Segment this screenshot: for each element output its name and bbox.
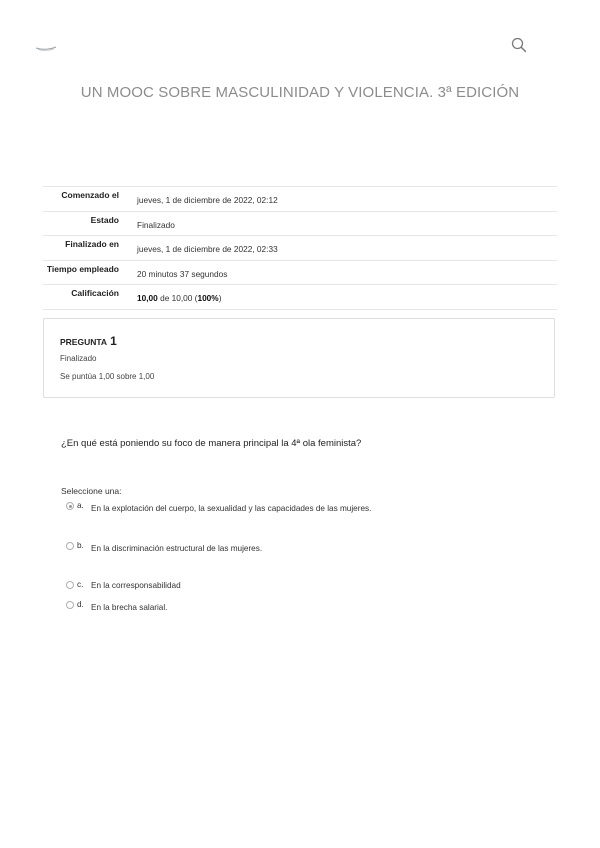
question-info-box [43,318,555,398]
search-icon[interactable] [511,37,527,53]
summary-row-state [43,211,557,236]
summary-label: Tiempo empleado [46,263,119,274]
course-title: UN MOOC SOBRE MASCULINIDAD Y VIOLENCIA. 3ª EDICIÓN [80,84,520,101]
answer-text: En la explotación del cuerpo, la sexualidad y las capacidades de las mujeres. [91,504,372,513]
summary-value: Finalizado [137,219,175,230]
answer-text: En la discriminación estructural de las mujeres. [91,544,263,553]
summary-row-completed [43,236,557,261]
radio-selected[interactable] [66,502,74,510]
summary-label: Estado [90,214,119,225]
grade-percent: 100% [197,293,219,303]
summary-value [137,285,557,310]
summary-value: 20 minutos 37 segundos [137,268,228,279]
summary-value: jueves, 1 de diciembre de 2022, 02:12 [137,195,278,205]
summary-value: jueves, 1 de diciembre de 2022, 02:33 [137,244,278,254]
answer-letter: a. [77,501,84,510]
grade-close: ) [218,293,222,303]
answer-text: En la corresponsabilidad [91,581,181,590]
site-logo[interactable] [34,40,58,52]
answer-text: En la brecha salarial. [91,603,168,612]
answer-letter: b. [77,541,84,550]
summary-label: Comenzado el [61,190,119,200]
question-state: Finalizado [60,354,97,363]
answer-letter: c. [77,580,84,589]
answer-letter: d. [77,600,84,609]
radio-unselected[interactable] [66,601,74,609]
answer-prompt: Seleccione una: [61,486,122,496]
attempt-summary-table [43,186,557,310]
question-number-value: 1 [110,334,117,348]
radio-unselected[interactable] [66,542,74,550]
question-grade: Se puntúa 1,00 sobre 1,00 [60,372,155,381]
question-label: PREGUNTA [60,337,108,347]
summary-label: Calificación [71,288,119,298]
summary-row-grade [43,285,557,310]
radio-unselected[interactable] [66,581,74,589]
question-text: ¿En qué está poniendo su foco de manera principal la 4ª ola feminista? [61,438,362,449]
summary-label: Finalizado en [65,239,119,249]
summary-row-started [43,187,557,212]
grade-of-text: de 10,00 ( [160,293,198,303]
summary-row-time-taken [43,260,557,285]
grade-score: 10,00 [137,293,158,303]
question-number [60,334,117,348]
